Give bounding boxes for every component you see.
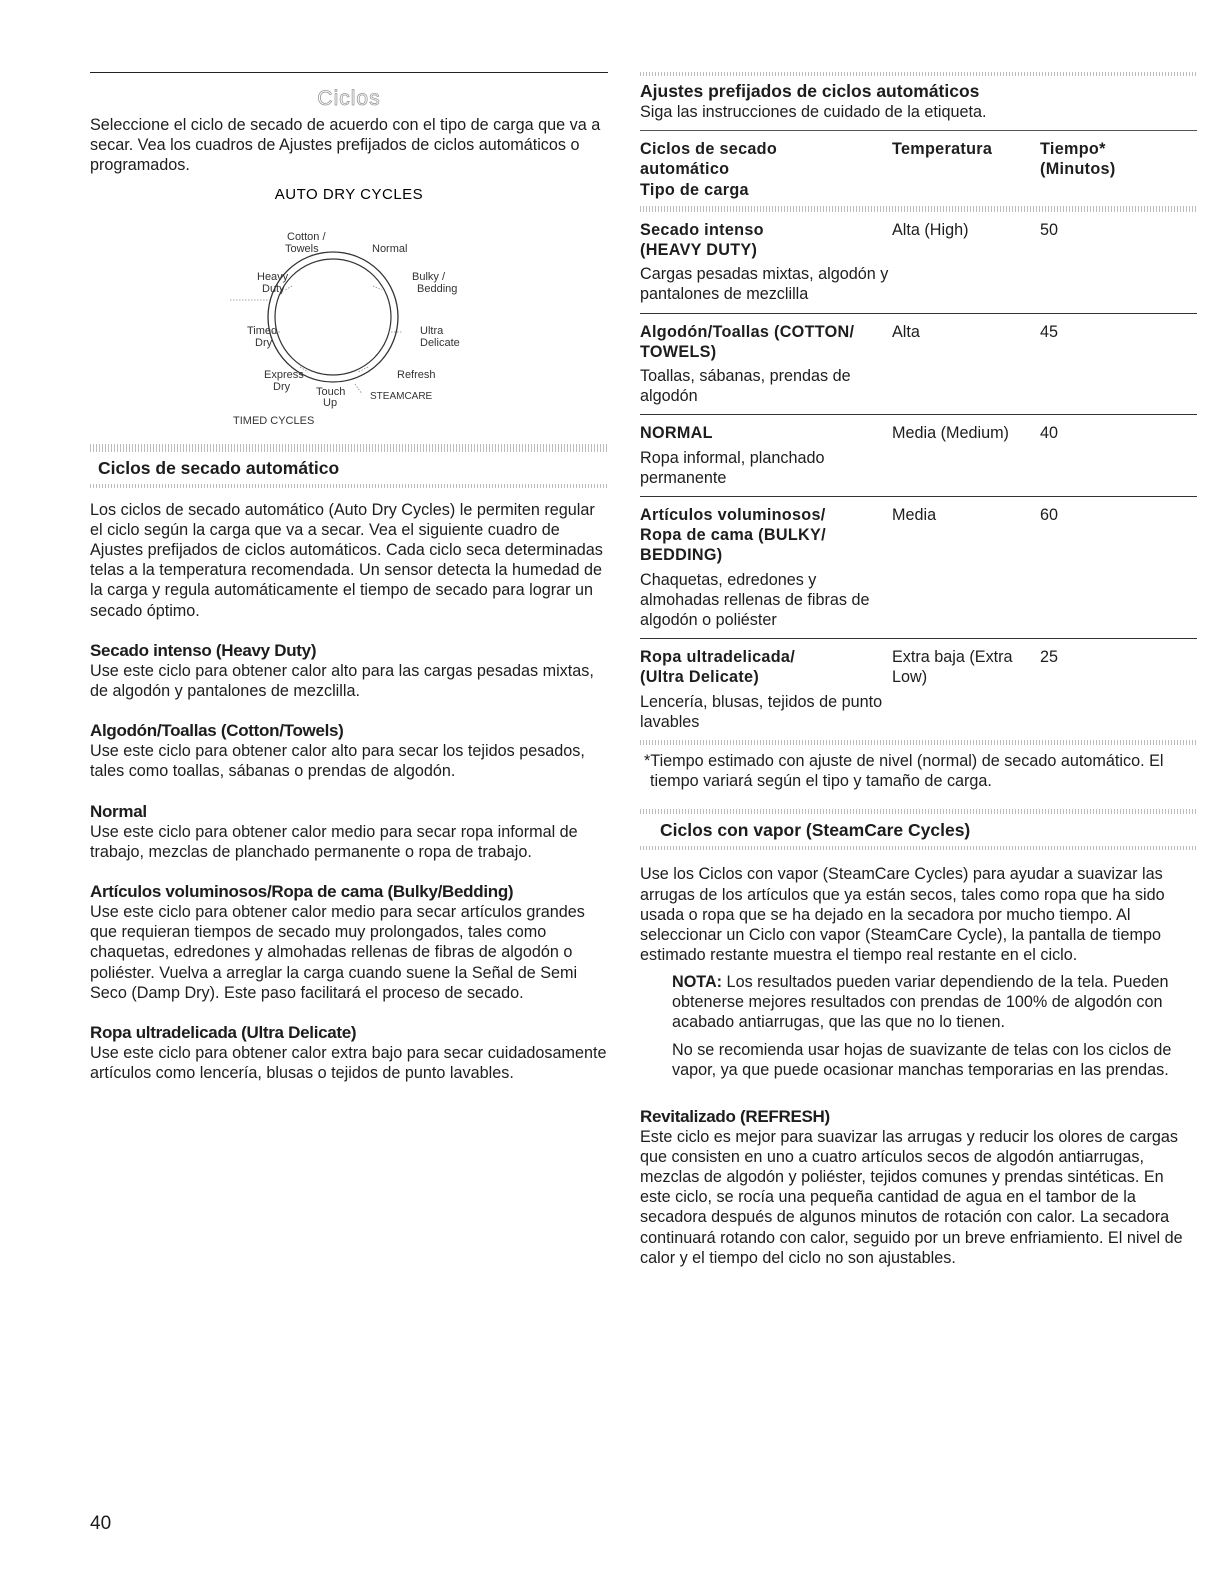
auto-dry-paragraph: Los ciclos de secado automático (Auto Dry Cycles) le permiten regular el ciclo según la carga que va a secar. Vea el siguiente cuadro de Ajustes prefijados de ciclos automáticos. Cada ciclo seca determinadas telas a la temperatura recomendada. Un sensor detecta la humedad de la carga y regula automáticamente el tiempo de secado para lograr un secado óptimo.: [90, 500, 603, 620]
dial-label-timed-cycles: TIMED CYCLES: [233, 414, 315, 427]
header-cycle-line3: Tipo de carga: [640, 180, 749, 199]
header-cycle-line2: automático: [640, 160, 730, 179]
cycle-name-sub: (Ultra Delicate): [640, 668, 760, 687]
subsection-body: Use este ciclo para obtener calor alto para las cargas pesadas mixtas, de algodón y pantalones de mezclilla.: [90, 661, 594, 701]
cycle-name: Algodón/Toallas (COTTON/: [640, 322, 855, 341]
subsection-body: Use este ciclo para obtener calor medio para secar ropa informal de trabajo, mezclas de planchado permanente o ropa de trabajo.: [90, 822, 578, 861]
dial-label-duty: Duty: [262, 282, 285, 295]
cycle-name-sub: (HEAVY DUTY): [640, 241, 758, 260]
temperature-cell: Media: [892, 497, 1040, 639]
table-row: [640, 313, 1197, 415]
load-type: Ropa informal, planchado permanente: [640, 448, 825, 487]
header-cycle-line1: Ciclos de secado: [640, 140, 778, 159]
dial-label-touch: Touch: [316, 385, 346, 398]
table-row: [640, 639, 1197, 740]
table-row: [640, 497, 1197, 639]
cycle-dial-diagram: [90, 182, 608, 440]
section-bar: [90, 444, 608, 452]
load-type: Cargas pesadas mixtas, algodón y pantalones de mezclilla: [640, 265, 889, 304]
dial-label-bedding: Bedding: [417, 282, 458, 295]
load-type: Chaquetas, edredones y almohadas rellenas de fibras de algodón o poliéster: [640, 570, 870, 630]
dial-label-express: Express: [264, 368, 304, 381]
table-subtitle: Siga las instrucciones de cuidado de la etiqueta.: [640, 103, 987, 121]
dial-label-heavy: Heavy: [257, 270, 289, 283]
refresh-paragraph: Este ciclo es mejor para suavizar las arrugas y reducir los olores de cargas que consisten en uno a cuatro artículos secos de algodón antiarrugas, mezclas de algodón y poliéster, tejidos comunes y prendas sintéticas. En este ciclo, se rocía una pequeña cantidad de agua en el tambor de la secadora después de algunos minutos de rotación con calor. La secadora continuará rotando con calor, seguido por un breve enfriamiento. El nivel de calor y el tiempo del ciclo no son ajustables.: [640, 1127, 1183, 1267]
table-header-row: [640, 131, 1197, 206]
dial-label-bulky: Bulky /: [412, 270, 446, 283]
temperature-cell: Alta: [892, 313, 1040, 415]
subsection-title: Secado intenso (Heavy Duty): [90, 640, 317, 660]
note-label: NOTA:: [672, 972, 723, 991]
left-column: [90, 72, 608, 1083]
time-cell: 60: [1040, 497, 1197, 639]
subsection-body: Use este ciclo para obtener calor alto para secar los tejidos pesados, tales como toallas, sábanas o prendas de algodón.: [90, 742, 585, 781]
cycle-name: Secado intenso: [640, 220, 764, 239]
subsection-title: Ropa ultradelicada (Ultra Delicate): [90, 1023, 357, 1043]
dial-label-timed: Timed: [247, 324, 278, 337]
table-footnote: *Tiempo estimado con ajuste de nivel (normal) de secado automático. El tiempo variará según el tipo y tamaño de carga.: [644, 752, 1164, 791]
cycle-name: NORMAL: [640, 424, 713, 443]
subsection-body: Use este ciclo para obtener calor medio para secar artículos grandes que requieran tiempos de secado muy prolongados, tales como chaquetas, edredones y almohadas rellenas de fibras de algodón o poliéster. Vuelva a arreglar la carga cuando suene la Señal de Semi Seco (Damp Dry). Este paso facilitará el proceso de secado.: [90, 903, 585, 1002]
subsection-title: Normal: [90, 801, 147, 821]
header-time: [1040, 131, 1197, 206]
time-cell: 50: [1040, 220, 1059, 239]
dial-label-delicate: Delicate: [420, 336, 460, 349]
right-column: [640, 72, 1197, 1268]
dial-svg: [90, 182, 608, 440]
steam-paragraph: Use los Ciclos con vapor (SteamCare Cycles) para ayudar a suavizar las arrugas de los artículos que ya están secos, tales como ropa que ha sido usada o ropa que se ha dejado en la secadora por mucho tiempo. Al seleccionar un Ciclo con vapor (SteamCare Cycle), la pantalla de tiempo estimado restante muestra el tiempo real restante en el ciclo.: [640, 865, 1165, 965]
intro-paragraph: Seleccione el ciclo de secado de acuerdo con el tipo de carga que va a secar. Vea los cuadros de Ajustes prefijados de ciclos automáticos o programados.: [90, 116, 601, 175]
dial-label-up: Up: [323, 396, 338, 409]
section-bar: [640, 72, 1197, 76]
section-heading-steam: Ciclos con vapor (SteamCare Cycles): [660, 820, 971, 841]
note-paragraph: [640, 972, 1197, 1033]
dial-label-towels: Towels: [285, 242, 319, 255]
refresh-title: Revitalizado (REFRESH): [640, 1106, 830, 1126]
table-title: Ajustes prefijados de ciclos automáticos: [640, 81, 980, 101]
cycle-name: Ropa ultradelicada/: [640, 648, 796, 667]
section-heading-auto-dry: Ciclos de secado automático: [98, 457, 340, 478]
dial-heading: AUTO DRY CYCLES: [274, 185, 424, 203]
load-type: Toallas, sábanas, prendas de algodón: [640, 367, 851, 406]
subsection-title: Artículos voluminosos/Ropa de cama (Bulky/Bedding): [90, 882, 514, 902]
dial-label-cotton: Cotton /: [287, 230, 326, 243]
dial-label-dry: Dry: [255, 336, 273, 349]
subsection-body: Use este ciclo para obtener calor extra bajo para secar cuidadosamente artículos como lencería, blusas o tejidos de punto lavables.: [90, 1044, 607, 1083]
header-temperature: Temperatura: [892, 140, 993, 159]
temperature-cell: Extra baja (Extra Low): [892, 639, 1040, 740]
table-bottom-bar: [640, 740, 1197, 745]
temperature-cell: Media (Medium): [892, 415, 1040, 497]
time-cell: 40: [1040, 415, 1197, 497]
time-cell: 45: [1040, 313, 1197, 415]
preset-cycles-table: [640, 130, 1197, 740]
cycle-name-sub: TOWELS): [640, 342, 717, 361]
page-title: Ciclos: [317, 87, 381, 110]
page-number: 40: [90, 1513, 112, 1534]
cycle-name: Artículos voluminosos/: [640, 506, 826, 525]
temperature-cell: Alta (High): [892, 220, 969, 239]
header-time-line2: (Minutos): [1040, 160, 1116, 179]
table-row: [640, 415, 1197, 497]
header-cycle: [640, 131, 892, 206]
top-rule: [90, 72, 608, 73]
table-row: [640, 212, 1197, 313]
note2-paragraph: No se recomienda usar hojas de suavizante de telas con los ciclos de vapor, ya que puede ocasionar manchas temporarias en las prendas.: [672, 1041, 1172, 1080]
cycle-name-sub: Ropa de cama (BULKY/ BEDDING): [640, 526, 826, 565]
dial-label-normal: Normal: [372, 242, 408, 255]
dial-inner-ring: [275, 259, 391, 375]
note-body: Los resultados pueden variar dependiendo de la tela. Pueden obtenerse mejores resultados con prendas de 100% de algodón con acabado antiarrugas, que las que no lo tienen.: [672, 972, 1169, 1031]
dial-label-ultra: Ultra: [420, 324, 444, 337]
header-time-line1: Tiempo*: [1040, 140, 1106, 159]
dial-label-express-dry: Dry: [273, 380, 291, 393]
time-cell: 25: [1040, 639, 1197, 740]
load-type: Lencería, blusas, tejidos de punto lavables: [640, 692, 883, 731]
dial-label-refresh: Refresh: [397, 368, 436, 381]
dial-label-steamcare: STEAMCARE: [370, 390, 433, 402]
subsection-title: Algodón/Toallas (Cotton/Towels): [90, 721, 344, 741]
